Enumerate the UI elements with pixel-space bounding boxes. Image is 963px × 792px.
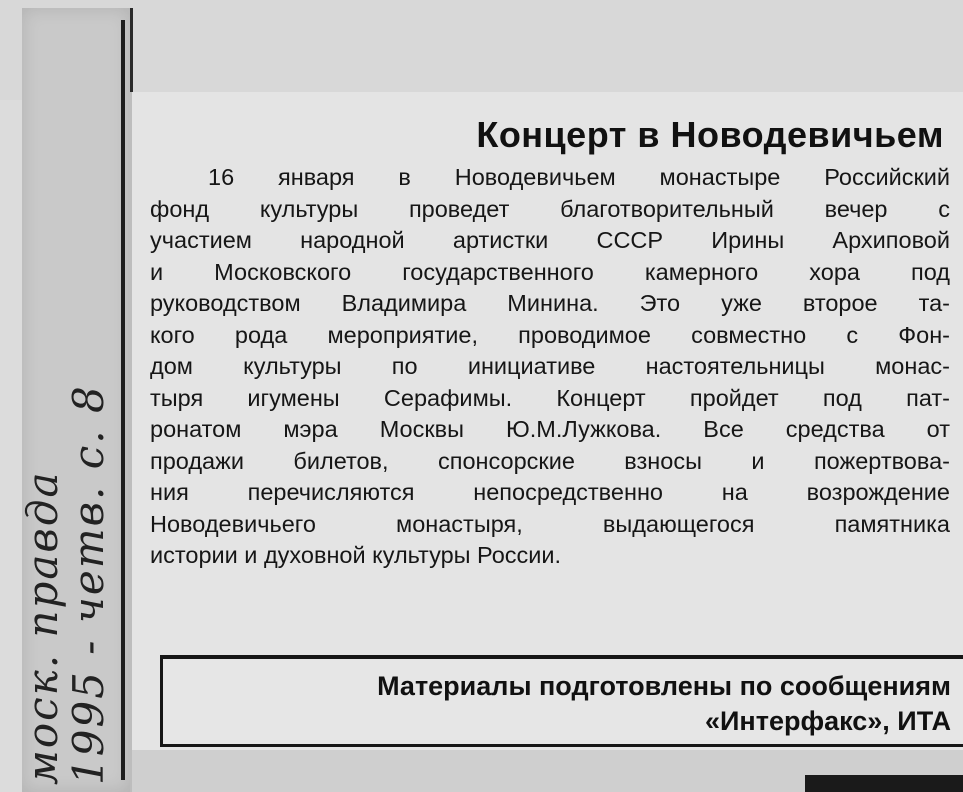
dark-edge-shadow [805, 775, 963, 792]
article-line: продажи билетов, спонсорские взносы и пожертвова- [150, 447, 950, 474]
article-line: фонд культуры проведет благотворительный вечер с [150, 195, 950, 222]
backing-sheet [0, 0, 963, 100]
handwritten-note-line-2: 1995 - четв. с. 8 [64, 384, 113, 785]
article-body [150, 162, 950, 572]
article-line: истории и духовной культуры России. [150, 542, 562, 568]
source-attribution-box [160, 655, 963, 747]
article-line: тыря игумены Серафимы. Концерт пройдет под пат- [150, 384, 950, 411]
article-block [150, 114, 950, 572]
article-line: кого рода мероприятие, проводимое совместно с Фон- [150, 321, 950, 348]
handwritten-note [20, 5, 112, 785]
article-line: и Московского государственного камерного хора под [150, 258, 950, 285]
article-line: дом культуры по инициативе настоятельницы монас- [150, 353, 950, 379]
source-attribution-line-2: «Интерфакс», ИТА [705, 706, 951, 736]
article-line: Новодевичьего монастыря, выдающегося памятника [150, 510, 950, 537]
article-line: ронатом мэра Москвы Ю.М.Лужкова. Все средства от [150, 416, 950, 442]
margin-rule-line [121, 20, 125, 780]
article-line: 16 января в Новодевичьем монастыре Российский [208, 164, 950, 190]
article-line: участием народной артистки СССР Ирины Архиповой [150, 227, 950, 253]
source-attribution-line-1: Материалы подготовлены по сообщениям [377, 671, 951, 701]
article-line: ния перечисляются непосредственно на возрождение [150, 479, 950, 505]
article-line: руководством Владимира Минина. Это уже второе та- [150, 290, 950, 316]
handwritten-note-line-1: моск. правда [18, 470, 67, 785]
source-attribution [377, 669, 951, 739]
article-headline: Концерт в Новодевичьем [476, 114, 944, 155]
